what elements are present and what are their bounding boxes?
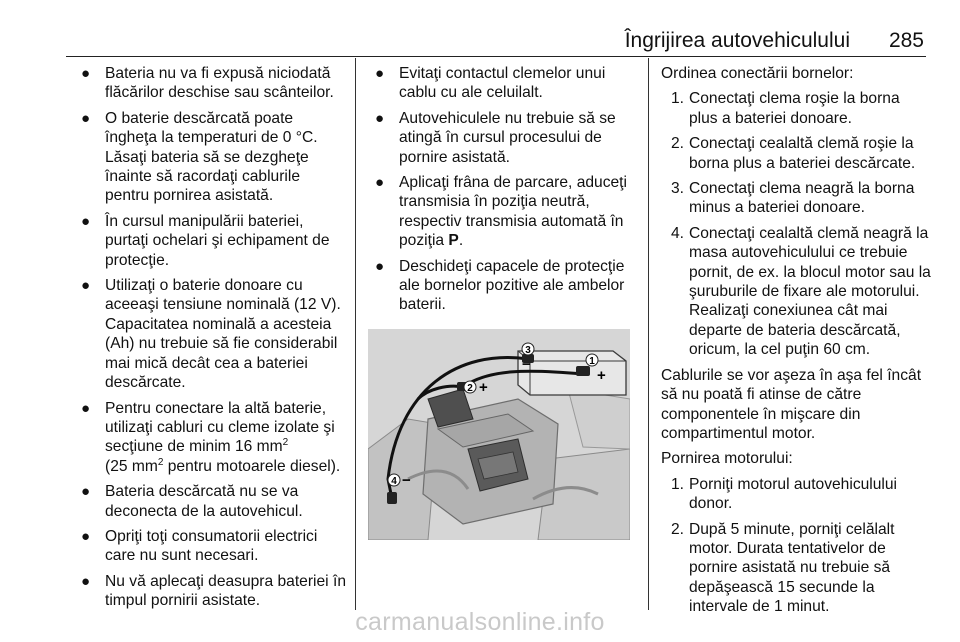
jump-start-illustration	[368, 329, 630, 540]
list-item: 1. Conectaţi clema roşie la borna plus a bateriei donoare.	[671, 90, 900, 127]
list-item: ● Deschideţi capacele de protecţie ale bornelor pozitive ale ambelor baterii.	[375, 257, 625, 314]
bullet-icon: ●	[81, 399, 91, 417]
engine-start-steps	[661, 475, 931, 617]
column-divider-1	[355, 58, 356, 610]
minus-sign-4: −	[402, 471, 411, 489]
list-item: ● Autovehiculele nu trebuie să se atingă în cursul procesului de pornire asistată.	[375, 109, 616, 166]
bullet-icon: ●	[81, 277, 91, 295]
bullet-icon: ●	[81, 65, 91, 82]
watermark: carmanualsonline.info	[355, 608, 605, 636]
column-2	[372, 64, 640, 540]
list-item: 1. Porniţi motorul autovehiculului donor.	[671, 475, 898, 513]
list-item: ● Evitaţi contactul clemelor unui cablu cu ale celuilalt.	[375, 65, 606, 102]
list-item: ● Nu vă aplecaţi deasupra bateriei în timpul pornirii asistate.	[81, 572, 346, 610]
bullet-icon: ●	[375, 109, 385, 127]
bullet-list	[78, 64, 346, 611]
list-item: ● În cursul manipulării bateriei, purtaţi ochelari şi echipament de protecţie.	[81, 212, 330, 269]
bullet-icon: ●	[375, 174, 385, 192]
list-item: ● O baterie descărcată poate îngheţa la temperaturi de 0 °C. Lăsaţi bateria să se dezgheţe înainte să racordaţi cablurile pentru pornirea asistată.	[81, 109, 318, 205]
connection-order-heading: Ordinea conectării bornelor:	[661, 65, 854, 82]
list-item: ● Aplicaţi frâna de parcare, aduceţi transmisia în poziţia neutră, respectiv transmisia automată în poziţia P.	[375, 174, 627, 250]
list-item: ● Utilizaţi o baterie donoare cu aceeaşi tensiune nominală (12 V). Capacitatea nominală a acesteia (Ah) nu trebuie să fie considerabil mai mică decât cea a bateriei descărcate.	[81, 277, 341, 392]
page-number: 285	[888, 29, 924, 52]
list-item: ● Bateria descărcată nu se va deconecta de la autovehicul.	[81, 483, 303, 520]
svg-text:2: 2	[467, 382, 473, 394]
svg-text:3: 3	[525, 344, 531, 356]
bullet-list	[372, 64, 640, 315]
bullet-icon: ●	[81, 572, 91, 590]
plus-sign-2: +	[479, 378, 488, 396]
header-rule	[66, 56, 926, 57]
bullet-icon: ●	[81, 483, 91, 501]
engine-bay-drawing	[368, 329, 630, 540]
svg-text:4: 4	[391, 475, 397, 487]
list-item: 4. Conectaţi cealaltă clemă neagră la masa autovehiculului ce trebuie pornit, de ex. la blocul motor sau la şuruburile de fixare ale motorului. Realizaţi conexiunea cât mai departe de bateria descărcată, oricum, la cel puţin 60 cm.	[671, 224, 931, 359]
svg-text:1: 1	[589, 355, 595, 367]
list-item: ● Opriţi toţi consumatorii electrici care nu sunt necesari.	[81, 527, 318, 565]
engine-start-heading: Pornirea motorului:	[661, 450, 793, 468]
cable-routing-paragraph: Cablurile se vor aşeza în aşa fel încât să nu poată fi atinse de către componentele în mişcare din compartimentul motor.	[661, 366, 922, 442]
bullet-icon: ●	[81, 109, 91, 127]
bullet-icon: ●	[81, 212, 91, 230]
page-header	[0, 27, 960, 59]
column-3	[661, 64, 931, 623]
bullet-icon: ●	[375, 65, 385, 82]
page-title: Îngrijirea autovehiculului	[624, 29, 850, 52]
plus-sign-1: +	[597, 366, 606, 384]
bullet-icon: ●	[81, 527, 91, 545]
connection-steps	[661, 89, 931, 359]
list-item: 2. Conectaţi cealaltă clemă roşie la borna plus a bateriei descărcate.	[671, 135, 916, 172]
column-divider-2	[648, 58, 649, 610]
list-item: 2. După 5 minute, porniţi celălalt motor. Durata tentativelor de pornire asistată nu trebuie să depăşească 15 secunde la intervale de 1 minut.	[671, 520, 895, 616]
list-item: ● Pentru conectare la altă baterie, utilizaţi cabluri cu cleme izolate şi secţiune de minim 16 $mm^2$ (25 $mm^2$ pentru motoarele diesel).	[81, 399, 341, 475]
column-1	[78, 64, 346, 617]
list-item: ● Bateria nu va fi expusă niciodată flăcărilor deschise sau scânteilor.	[81, 65, 334, 102]
list-item: 3. Conectaţi clema neagră la borna minus a bateriei donoare.	[671, 180, 915, 217]
bullet-icon: ●	[375, 257, 385, 275]
minus-sign-3: −	[522, 355, 531, 373]
